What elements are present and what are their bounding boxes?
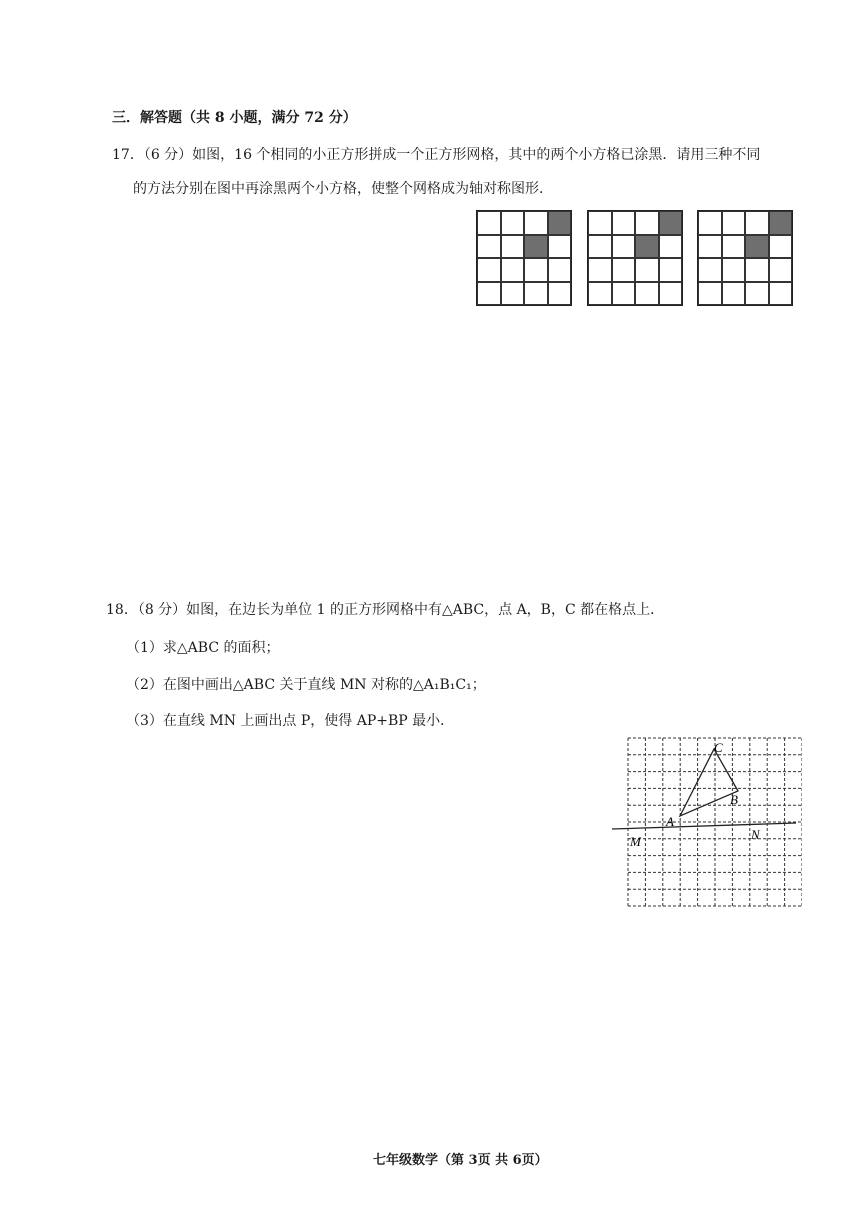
grid-cell — [635, 211, 659, 235]
label-c: C — [714, 740, 723, 755]
grid-cell — [524, 235, 548, 259]
grid-cell — [501, 235, 525, 259]
page-footer: 七年级数学（第 3页 共 6页） — [373, 1153, 548, 1168]
grid-cell — [769, 282, 793, 306]
grid-cell — [501, 211, 525, 235]
grid-cell — [722, 282, 746, 306]
grid-cell — [524, 282, 548, 306]
grid-cell — [722, 258, 746, 282]
grid-cell — [612, 258, 636, 282]
grid-cell — [745, 235, 769, 259]
grid-cell — [698, 235, 722, 259]
q17-grid-2 — [587, 210, 683, 306]
grid-cell — [635, 235, 659, 259]
grid-cell — [477, 258, 501, 282]
grid-cell — [769, 211, 793, 235]
q17-grid-1 — [476, 210, 572, 306]
grid-cell — [612, 282, 636, 306]
grid-cell — [477, 282, 501, 306]
grid-cell — [722, 211, 746, 235]
grid-cell — [588, 282, 612, 306]
label-n: N — [751, 827, 760, 842]
grid-cell — [722, 235, 746, 259]
grid-cell — [745, 282, 769, 306]
grid-cell — [745, 211, 769, 235]
grid-cell — [548, 211, 572, 235]
grid-cell — [769, 235, 793, 259]
grid-cell — [659, 258, 683, 282]
q17-line1: 17．（6 分）如图，16 个相同的小正方形拼成一个正方形网格，其中的两个小方格已涂黑．请用三种不同 — [112, 147, 761, 163]
q17-grid-3 — [697, 210, 793, 306]
grid-cell — [698, 282, 722, 306]
q18-grid-figure — [606, 730, 802, 910]
grid-cell — [524, 258, 548, 282]
grid-cell — [612, 235, 636, 259]
grid-cell — [588, 235, 612, 259]
grid-cell — [635, 258, 659, 282]
grid-cell — [477, 211, 501, 235]
q18-line1: 18．（8 分）如图，在边长为单位 1 的正方形网格中有△ABC，点 A，B，C 都在格点上． — [106, 602, 665, 618]
section-title: 三．解答题（共 8 小题，满分 72 分） — [112, 110, 357, 126]
grid-cell — [659, 235, 683, 259]
q18-part2: （2）在图中画出△ABC 关于直线 MN 对称的△A₁B₁C₁； — [126, 677, 486, 693]
q17-line2: 的方法分别在图中再涂黑两个小方格，使整个网格成为轴对称图形． — [133, 181, 553, 197]
grid-cell — [769, 258, 793, 282]
dashed-grid — [628, 738, 802, 906]
grid-cell — [698, 211, 722, 235]
grid-cell — [501, 282, 525, 306]
label-m: M — [630, 834, 641, 849]
label-a: A — [666, 814, 674, 829]
grid-cell — [698, 258, 722, 282]
grid-cell — [612, 211, 636, 235]
grid-cell — [588, 258, 612, 282]
grid-cell — [548, 282, 572, 306]
line-mn — [612, 823, 796, 829]
grid-cell — [477, 235, 501, 259]
grid-cell — [548, 235, 572, 259]
grid-cell — [588, 211, 612, 235]
grid-cell — [745, 258, 769, 282]
grid-cell — [524, 211, 548, 235]
q18-part3: （3）在直线 MN 上画出点 P，使得 AP+BP 最小． — [126, 713, 455, 729]
grid-cell — [659, 211, 683, 235]
q18-part1: （1）求△ABC 的面积； — [126, 640, 280, 656]
label-b: B — [730, 792, 738, 807]
grid-cell — [635, 282, 659, 306]
grid-cell — [501, 258, 525, 282]
grid-cell — [548, 258, 572, 282]
grid-cell — [659, 282, 683, 306]
